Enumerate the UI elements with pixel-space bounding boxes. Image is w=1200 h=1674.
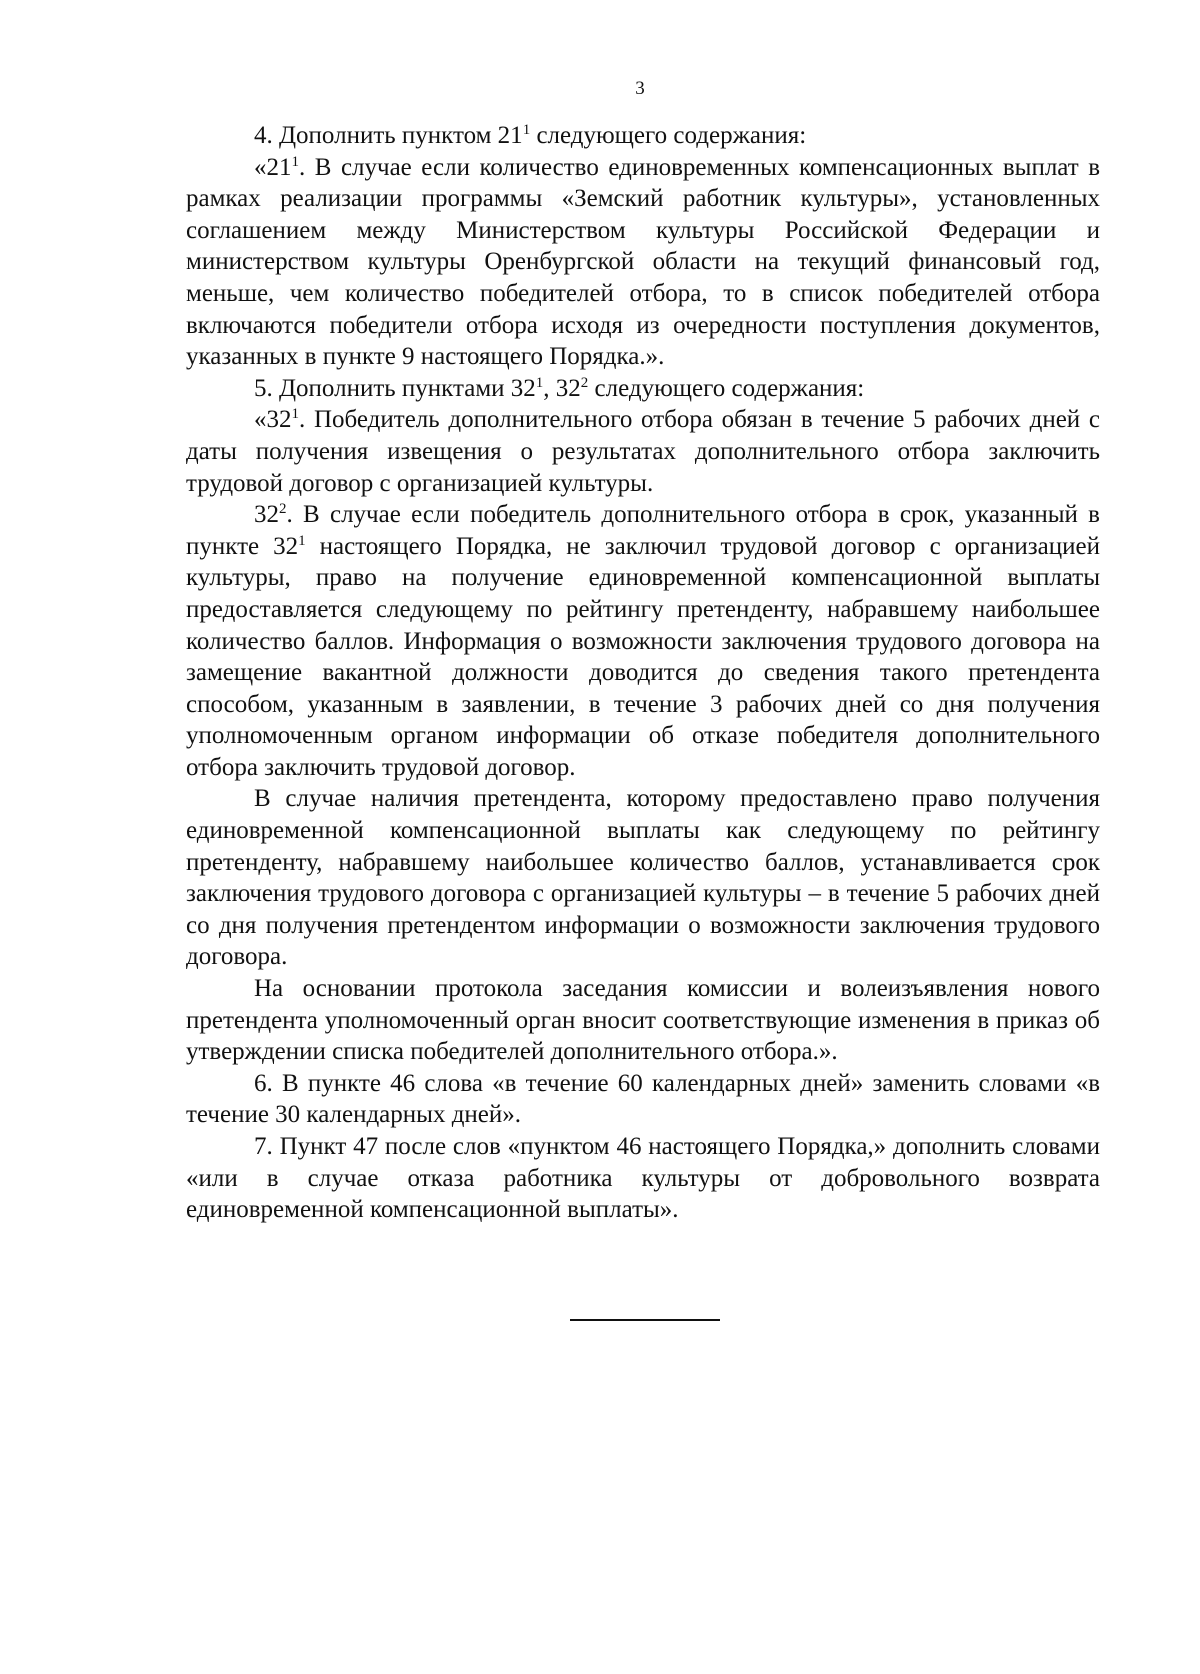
paragraph-candidate-term: В случае наличия претендента, которому предоставлено право получения единовременной компенсационной выплаты как следующему по рейтингу претенденту, набравшему наибольшее количество баллов, устанавливается срок заключения трудового договора с организацией культуры – в течение 5 рабочих дней со дня получения претендентом информации о возможности заключения трудового договора. xyxy=(186,785,1100,971)
paragraph-clause-32-1: «$32^1$. Победитель дополнительного отбора обязан в течение 5 рабочих дней с даты получения извещения о результатах дополнительного отбора заключить трудовой договор с организацией культуры. xyxy=(186,406,1100,497)
paragraph-item-7: 7. Пункт 47 после слов «пунктом 46 настоящего Порядка,» дополнить словами «или в случае отказа работника культуры от добровольного возврата единовременной компенсационной выплаты». xyxy=(186,1133,1100,1224)
paragraph-item-6: 6. В пункте 46 слова «в течение 60 календарных дней» заменить словами «в течение 30 календарных дней». xyxy=(186,1069,1100,1129)
paragraph-item-4: 4. Дополнить пунктом $21^1$ следующего содержания: xyxy=(254,122,807,149)
document-body xyxy=(186,120,1100,1226)
page-number: 3 xyxy=(635,78,645,99)
paragraph-item-5: 5. Дополнить пунктами $32^1$, $32^2$ следующего содержания: xyxy=(254,374,865,402)
paragraph-clause-21-1: «$21^1$. В случае если количество единовременных компенсационных выплат в рамках реализации программы «Земский работник культуры», установленных соглашением между Министерством культуры Российской Федерации и министерством культуры Оренбургской области на текущий финансовый год, меньше, чем количество победителей отбора, то в список победителей отбора включаются победители отбора исходя из очередности поступления документов, указанных в пункте 9 настоящего Порядка.». xyxy=(186,153,1100,371)
paragraph-clause-32-2: $32^2$. В случае если победитель дополнительного отбора в срок, указанный в пункте $32^1$ настоящего Порядка, не заключил трудовой договор с организацией культуры, право на получение единовременной компенсационной выплаты предоставляется следующему по рейтингу претенденту, набравшему наибольшее количество баллов. Информация о возможности заключения трудового договора на замещение вакантной должности доводится до сведения такого претендента способом, указанным в заявлении, в течение 3 рабочих дней со дня получения уполномоченным органом информации об отказе победителя дополнительного отбора заключить трудовой договор. xyxy=(186,501,1100,781)
end-of-document-rule xyxy=(570,1319,720,1321)
paragraph-commission-protocol: На основании протокола заседания комиссии и волеизъявления нового претендента уполномоченный орган вносит соответствующие изменения в приказ об утверждении списка победителей дополнительного отбора.». xyxy=(186,975,1100,1066)
